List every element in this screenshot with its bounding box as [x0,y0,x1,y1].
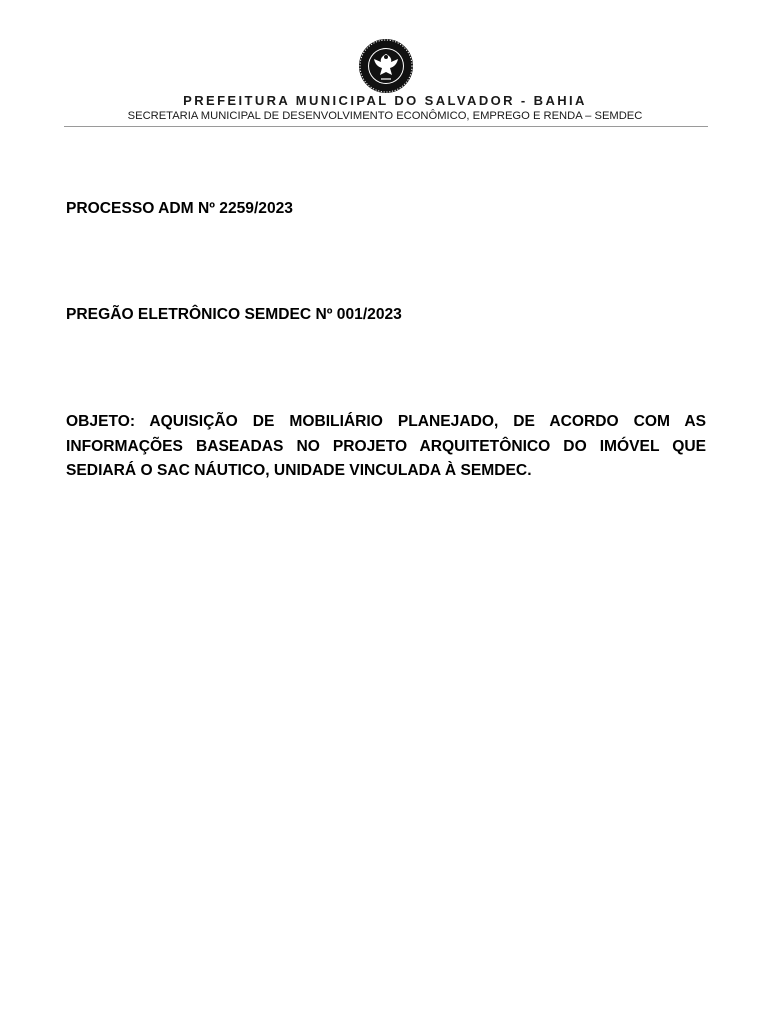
objeto-paragraph [66,410,706,484]
header-title: PREFEITURA MUNICIPAL DO SALVADOR - BAHIA [183,93,587,108]
objeto-line: INFORMAÇÕES BASEADAS NO PROJETO ARQUITETÔNICO DO IMÓVEL QUE [66,437,706,455]
header-divider [64,126,708,127]
coat-of-arms-seal-icon [354,37,418,95]
header-subtitle: SECRETARIA MUNICIPAL DE DESENVOLVIMENTO ECONÔMICO, EMPREGO E RENDA – SEMDEC [127,110,643,122]
processo-number: PROCESSO ADM Nº 2259/2023 [66,200,293,217]
objeto-line: OBJETO: AQUISIÇÃO DE MOBILIÁRIO PLANEJADO, DE ACORDO COM AS [66,413,706,430]
pregao-number: PREGÃO ELETRÔNICO SEMDEC Nº 001/2023 [66,306,402,323]
objeto-line: SEDIARÁ O SAC NÁUTICO, UNIDADE VINCULADA À SEMDEC. [66,462,532,479]
